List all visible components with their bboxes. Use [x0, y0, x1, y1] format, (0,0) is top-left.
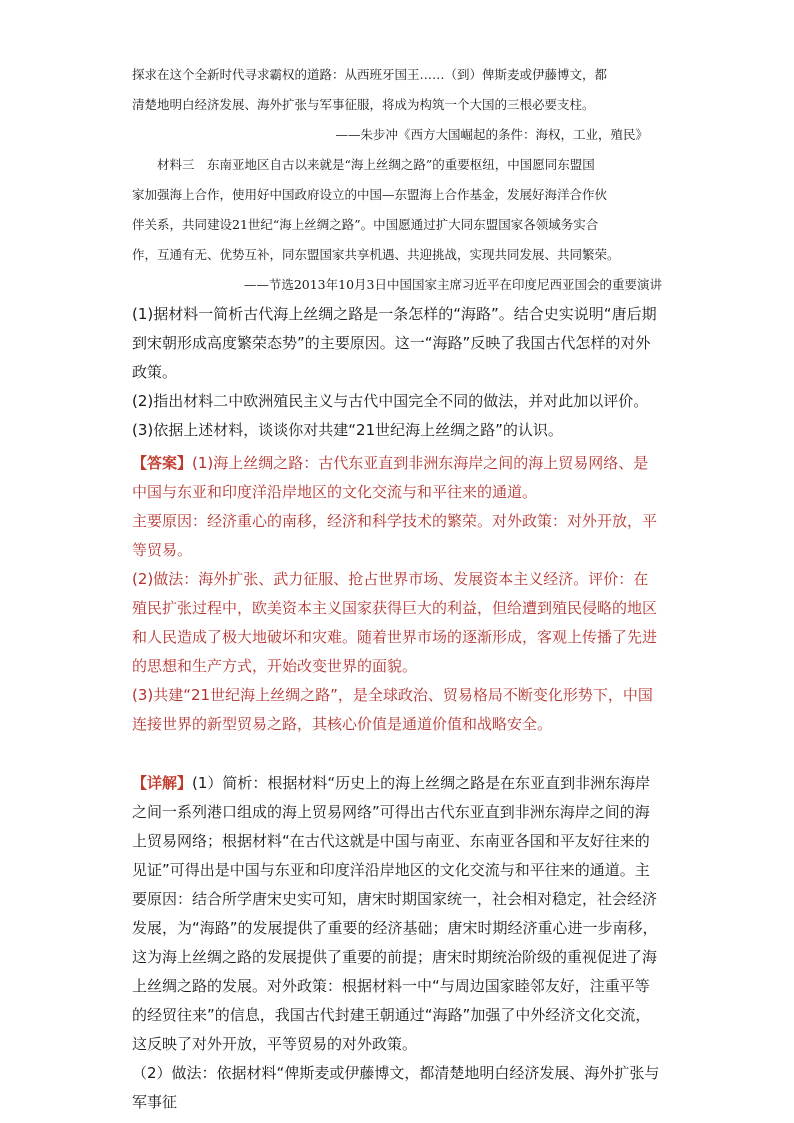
detail-label: 【详解】	[132, 774, 193, 792]
material-three-source: ——节选2013年10月3日中国国家主席习近平在印度尼西亚国会的重要演讲	[243, 277, 662, 292]
answer-paragraph-1	[132, 449, 662, 507]
answer-paragraph-3: (2)做法：海外扩张、武力征服、抢占世界市场、发展资本主义经济。评价：在殖民扩张过程中，欧美资本主义国家获得巨大的利益，但给遭到殖民侵略的地区和人民造成了极大地破坏和灾难。随着世界市场的逐渐形成，客观上传播了先进的思想和生产方式，开始改变世界的面貌。	[132, 570, 658, 675]
question-3: (3)依据上述材料，谈谈你对共建“21世纪海上丝绸之路”的认识。	[132, 421, 563, 439]
material-three-line-3: 伴关系，共同建设21世纪“海上丝绸之路”。中国愿通过扩大同东盟国家各领域务实合	[132, 217, 599, 232]
answer-paragraph-4: (3)共建“21世纪海上丝绸之路”，是全球政治、贸易格局不断变化形势下，中国连接世界的新型贸易之路，其核心价值是通道价值和战略安全。	[132, 686, 653, 733]
answer-text-1: (1)海上丝绸之路：古代东亚直到非洲东海岸之间的海上贸易网络、是中国与东亚和印度洋沿岸地区的文化交流与和平往来的通道。	[132, 454, 649, 501]
material-two-line-2: 清楚地明白经济发展、海外扩张与军事征服，将成为构筑一个大国的三根必要支柱。	[132, 97, 595, 112]
question-1: (1)据材料一简析古代海上丝绸之路是一条怎样的“海路”。结合史实说明“唐后期到宋朝形成高度繁荣态势”的主要原因。这一“海路”反映了我国古代怎样的对外政策。	[132, 305, 657, 381]
detail-paragraph-1	[132, 769, 662, 1059]
detail-section	[132, 769, 662, 1117]
detail-paragraph-2: （2）做法：依据材料“俾斯麦或伊藤博文，都清楚地明白经济发展、海外扩张与军事征	[132, 1064, 660, 1111]
section-spacer	[132, 739, 662, 769]
material-three-line-4: 作，互通有无、优势互补，同东盟国家共享机遇、共迎挑战，实现共同发展、共同繁荣。	[132, 247, 620, 262]
document-page	[132, 60, 662, 1117]
answer-paragraph-2: 主要原因：经济重心的南移，经济和科学技术的繁荣。对外政策：对外开放，平等贸易。	[132, 512, 658, 559]
detail-text-1: (1）简析：根据材料“历史上的海上丝绸之路是在东亚直到非洲东海岸之间一系列港口组成的海上贸易网络”可得出古代东亚直到非洲东海岸之间的海上贸易网络；根据材料“在古代这就是中国与南亚、东南亚各国和平友好往来的见证”可得出是中国与东亚和印度洋沿岸地区的文化交流与和平往来的通道。主要原因：结合所学唐宋史实可知，唐宋时期国家统一，社会相对稳定，社会经济发展，为“海路”的发展提供了重要的经济基础；唐宋时期经济重心进一步南移，这为海上丝绸之路的发展提供了重要的前提；唐宋时期统治阶级的重视促进了海上丝绸之路的发展。对外政策：根据材料一中“与周边国家睦邻友好，注重平等的经贸往来”的信息，我国古代封建王朝通过“海路”加强了中外经济文化交流，这反映了对外开放，平等贸易的对外政策。	[132, 774, 658, 1053]
material-two-line-1: 探求在这个全新时代寻求霸权的道路：从西班牙国王……（到）俾斯麦或伊藤博文，都	[132, 67, 608, 82]
question-2: (2)指出材料二中欧洲殖民主义与古代中国完全不同的做法，并对此加以评价。	[132, 392, 649, 410]
material-three-line-2: 家加强海上合作，使用好中国政府设立的中国—东盟海上合作基金，发展好海洋合作伙	[132, 187, 608, 202]
material-three	[132, 150, 662, 300]
question-list	[132, 300, 662, 445]
answer-section	[132, 449, 662, 739]
material-two-source: ——朱步冲《西方大国崛起的条件：海权，工业，殖民》	[335, 127, 648, 142]
answer-label: 【答案】	[132, 454, 193, 472]
material-three-line-1: 材料三 东南亚地区自古以来就是“海上丝绸之路”的重要枢纽，中国愿同东盟国	[157, 157, 595, 172]
material-two-tail	[132, 60, 662, 150]
